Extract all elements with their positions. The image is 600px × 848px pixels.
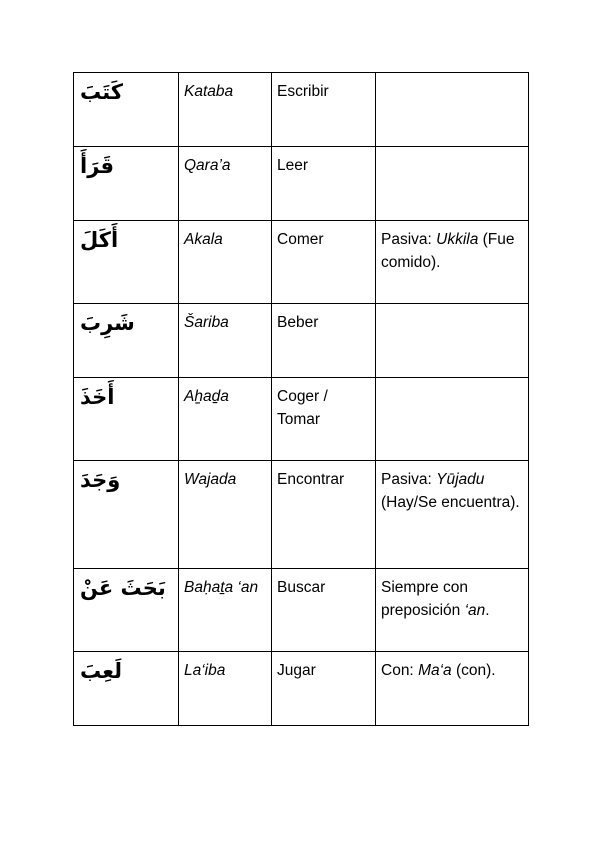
arabic-cell: أَكَلَ — [74, 221, 179, 304]
arabic-cell: قَرَأَ — [74, 147, 179, 221]
table-row — [74, 221, 529, 304]
table-row — [74, 73, 529, 147]
arabic-cell: بَحَثَ عَنْ — [74, 569, 179, 652]
note-cell: Pasiva: Ukkila (Fue comido). — [376, 221, 529, 304]
note-cell — [376, 378, 529, 461]
table-row — [74, 304, 529, 378]
table-row — [74, 147, 529, 221]
spanish-cell: Jugar — [272, 652, 376, 726]
table-row — [74, 569, 529, 652]
table-row — [74, 461, 529, 569]
spanish-cell: Coger / Tomar — [272, 378, 376, 461]
note-cell: Siempre con preposición ‘an. — [376, 569, 529, 652]
transliteration-cell: Aẖaḏa — [179, 378, 272, 461]
vocabulary-table — [73, 72, 529, 726]
transliteration-cell: La‘iba — [179, 652, 272, 726]
transliteration-cell: Qara’a — [179, 147, 272, 221]
transliteration-cell: Akala — [179, 221, 272, 304]
spanish-cell: Beber — [272, 304, 376, 378]
note-cell — [376, 73, 529, 147]
transliteration-cell: Kataba — [179, 73, 272, 147]
transliteration-cell: Šariba — [179, 304, 272, 378]
note-cell: Pasiva: Yūjadu (Hay/Se encuentra). — [376, 461, 529, 569]
spanish-cell: Leer — [272, 147, 376, 221]
arabic-cell: وَجَدَ — [74, 461, 179, 569]
note-cell: Con: Ma‘a (con). — [376, 652, 529, 726]
arabic-cell: كَتَبَ — [74, 73, 179, 147]
transliteration-cell: Baḥaṯa ‘an — [179, 569, 272, 652]
table-row — [74, 378, 529, 461]
spanish-cell: Escribir — [272, 73, 376, 147]
note-cell — [376, 304, 529, 378]
arabic-cell: شَرِبَ — [74, 304, 179, 378]
arabic-cell: لَعِبَ — [74, 652, 179, 726]
note-cell — [376, 147, 529, 221]
spanish-cell: Buscar — [272, 569, 376, 652]
arabic-cell: أَخَذَ — [74, 378, 179, 461]
transliteration-cell: Wajada — [179, 461, 272, 569]
spanish-cell: Comer — [272, 221, 376, 304]
table-row — [74, 652, 529, 726]
spanish-cell: Encontrar — [272, 461, 376, 569]
